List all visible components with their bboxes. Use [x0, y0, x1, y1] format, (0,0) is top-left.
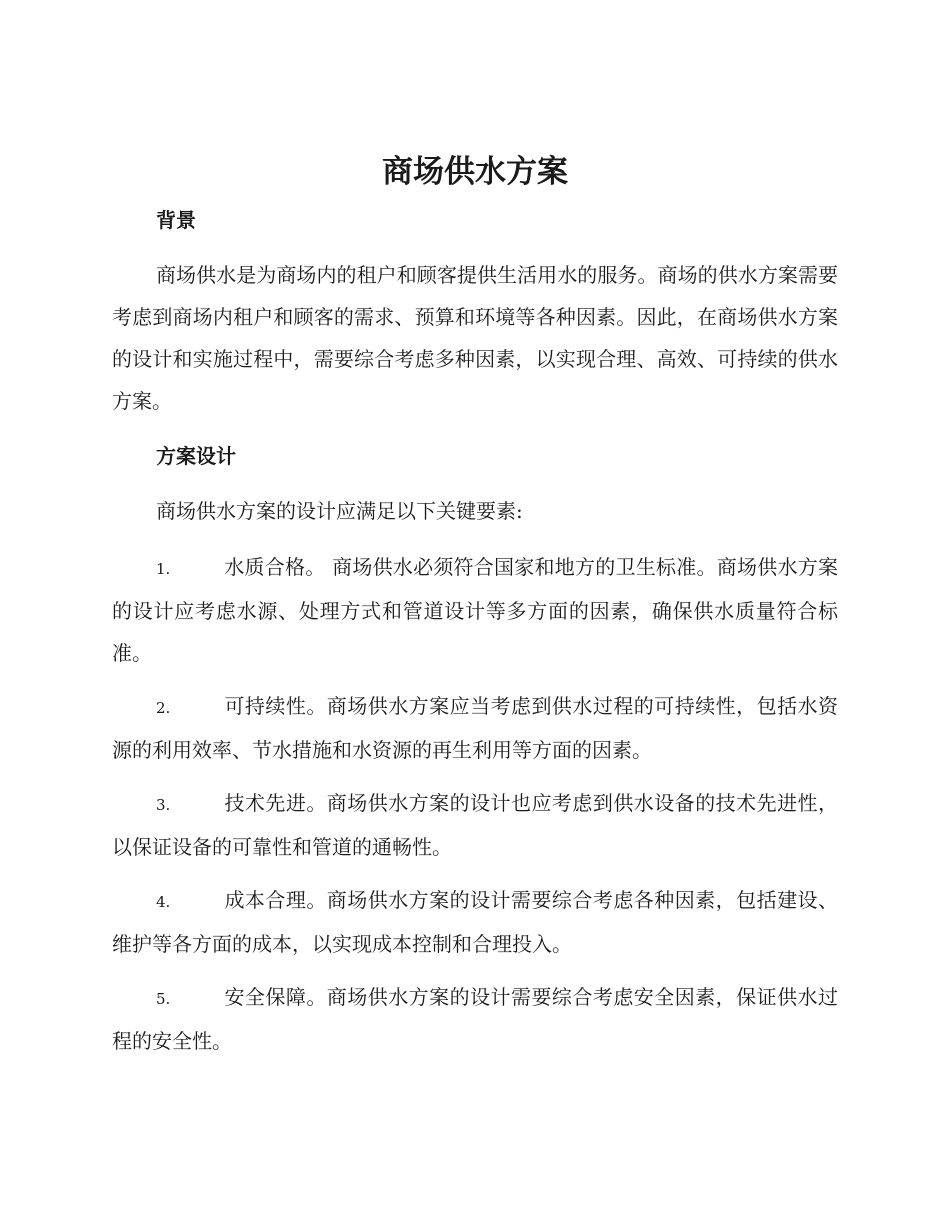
list-item-text: 水质合格。 商场供水必须符合国家和地方的卫生标准。商场供水方案的设计应考虑水源、处理方式和管道设计等多方面的因素，确保供水质量符合标准。	[112, 555, 838, 665]
list-item-number: 4.	[156, 893, 171, 911]
list-item	[112, 879, 838, 965]
list-item	[112, 782, 838, 868]
section-paragraph-design: 商场供水方案的设计应满足以下关键要素:	[156, 499, 523, 523]
section-heading-background: 背景	[156, 208, 196, 232]
list-item-text: 安全保障。商场供水方案的设计需要综合考虑安全因素，保证供水过程的安全性。	[112, 985, 838, 1053]
list-item-text: 可持续性。商场供水方案应当考虑到供水过程的可持续性，包括水资源的利用效率、节水措施和水资源的再生利用等方面的因素。	[112, 694, 838, 762]
list-item-number: 5.	[156, 990, 171, 1008]
list-item-number: 2.	[156, 699, 171, 717]
document-title: 商场供水方案	[382, 154, 568, 190]
list-item-text: 技术先进。商场供水方案的设计也应考虑到供水设备的技术先进性，以保证设备的可靠性和管道的通畅性。	[112, 791, 838, 859]
section-paragraph-background: 商场供水是为商场内的租户和顾客提供生活用水的服务。商场的供水方案需要考虑到商场内租户和顾客的需求、预算和环境等各种因素。因此，在商场供水方案的设计和实施过程中，需要综合考虑多种因素，以实现合理、高效、可持续的供水方案。	[112, 263, 838, 413]
list-item-number: 1.	[156, 560, 171, 578]
list-item	[112, 976, 838, 1062]
list-item	[112, 546, 838, 674]
list-item-text: 成本合理。商场供水方案的设计需要综合考虑各种因素，包括建设、维护等各方面的成本，以实现成本控制和合理投入。	[112, 888, 838, 956]
section-heading-design: 方案设计	[156, 444, 236, 468]
list-item	[112, 685, 838, 771]
list-item-number: 3.	[156, 796, 171, 814]
